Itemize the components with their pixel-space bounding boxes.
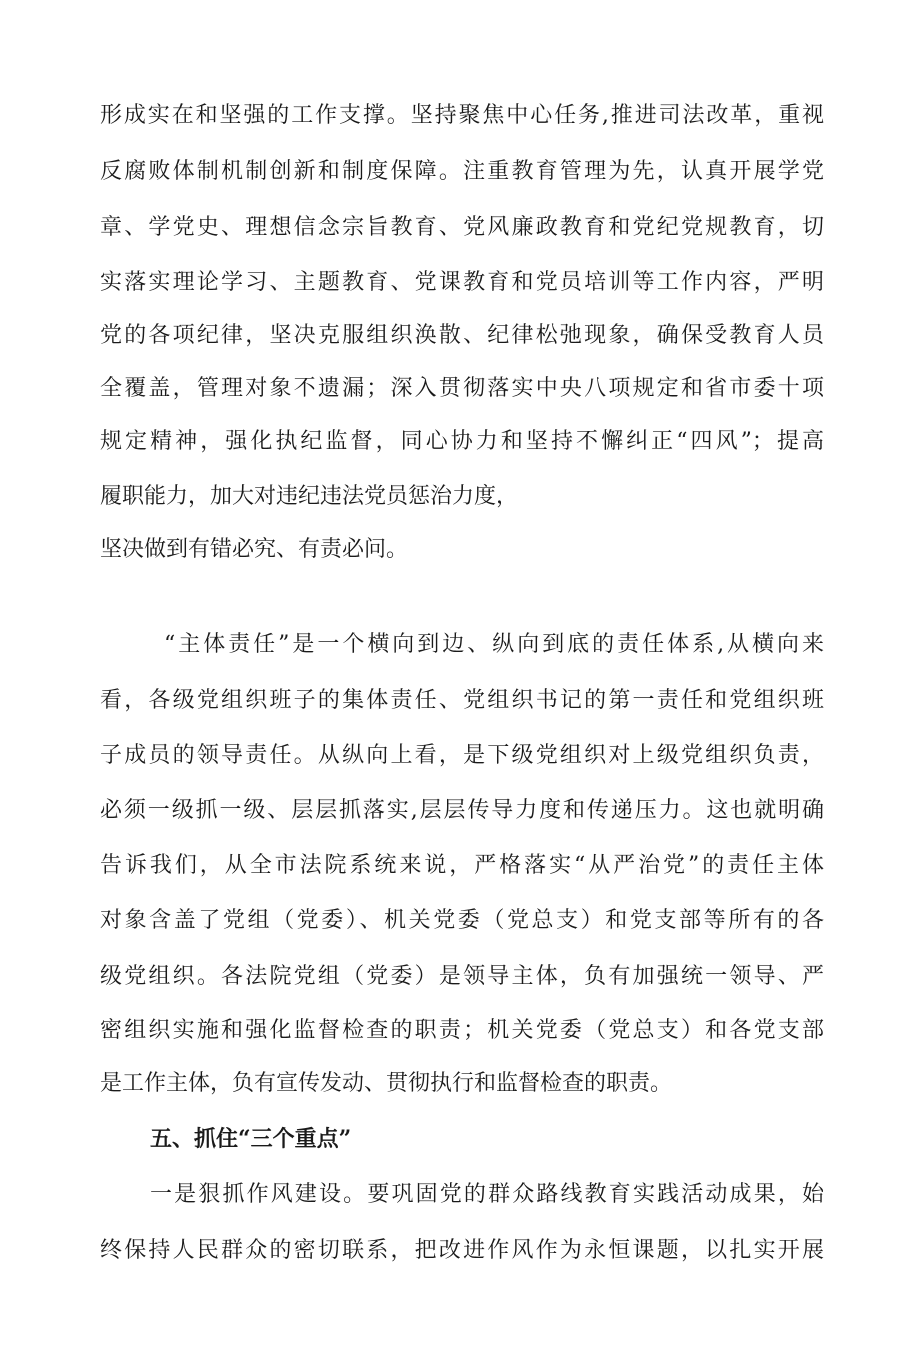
paragraph-1-line: 章、学党史、理想信念宗旨教育、党风廉政教育和党纪党规教育，切: [100, 215, 824, 240]
paragraph-1-line: 规定精神，强化执纪监督，同心协力和坚持不懈纠正“四风”；提高: [100, 429, 824, 454]
paragraph-1-line: 形成实在和坚强的工作支撑。坚持聚焦中心任务,推进司法改革，重视: [100, 103, 824, 128]
paragraph-2-line: 告诉我们，从全市法院系统来说，严格落实“从严治党”的责任主体: [100, 853, 824, 878]
section-heading: 五、抓住“三个重点”: [150, 1126, 352, 1152]
paragraph-1-line: 坚决做到有错必究、有责必问。: [100, 537, 409, 562]
paragraph-2-line: 子成员的领导责任。从纵向上看，是下级党组织对上级党组织负责，: [100, 743, 824, 768]
paragraph-1-line: 全覆盖，管理对象不遗漏；深入贯彻落实中央八项规定和省市委十项: [100, 376, 824, 401]
paragraph-2-line: 看，各级党组织班子的集体责任、党组织书记的第一责任和党组织班: [100, 688, 824, 713]
paragraph-1-line: 党的各项纪律，坚决克服组织涣散、纪律松弛现象，确保受教育人员: [100, 323, 824, 348]
paragraph-1-line: 反腐败体制机制创新和制度保障。注重教育管理为先，认真开展学党: [100, 159, 824, 184]
paragraph-2-line: 密组织实施和强化监督检查的职责；机关党委（党总支）和各党支部: [100, 1018, 824, 1043]
paragraph-1-line: 实落实理论学习、主题教育、党课教育和党员培训等工作内容，严明: [100, 270, 824, 295]
paragraph-2-line: 必须一级抓一级、层层抓落实,层层传导力度和传递压力。这也就明确: [100, 798, 824, 823]
paragraph-2-line: 是工作主体，负有宣传发动、贯彻执行和监督检查的职责。: [100, 1071, 673, 1096]
paragraph-2-line: 对象含盖了党组（党委）、机关党委（党总支）和党支部等所有的各: [100, 908, 824, 933]
paragraph-1-line: 履职能力，加大对违纪违法党员惩治力度，: [100, 484, 519, 509]
paragraph-3-line: 终保持人民群众的密切联系，把改进作风作为永恒课题，以扎实开展: [100, 1238, 824, 1263]
paragraph-2-line: “主体责任”是一个横向到边、纵向到底的责任体系,从横向来: [164, 632, 824, 657]
paragraph-2-line: 级党组织。各法院党组（党委）是领导主体，负有加强统一领导、严: [100, 964, 824, 989]
paragraph-3-line: 一是狠抓作风建设。要巩固党的群众路线教育实践活动成果，始: [150, 1182, 824, 1207]
